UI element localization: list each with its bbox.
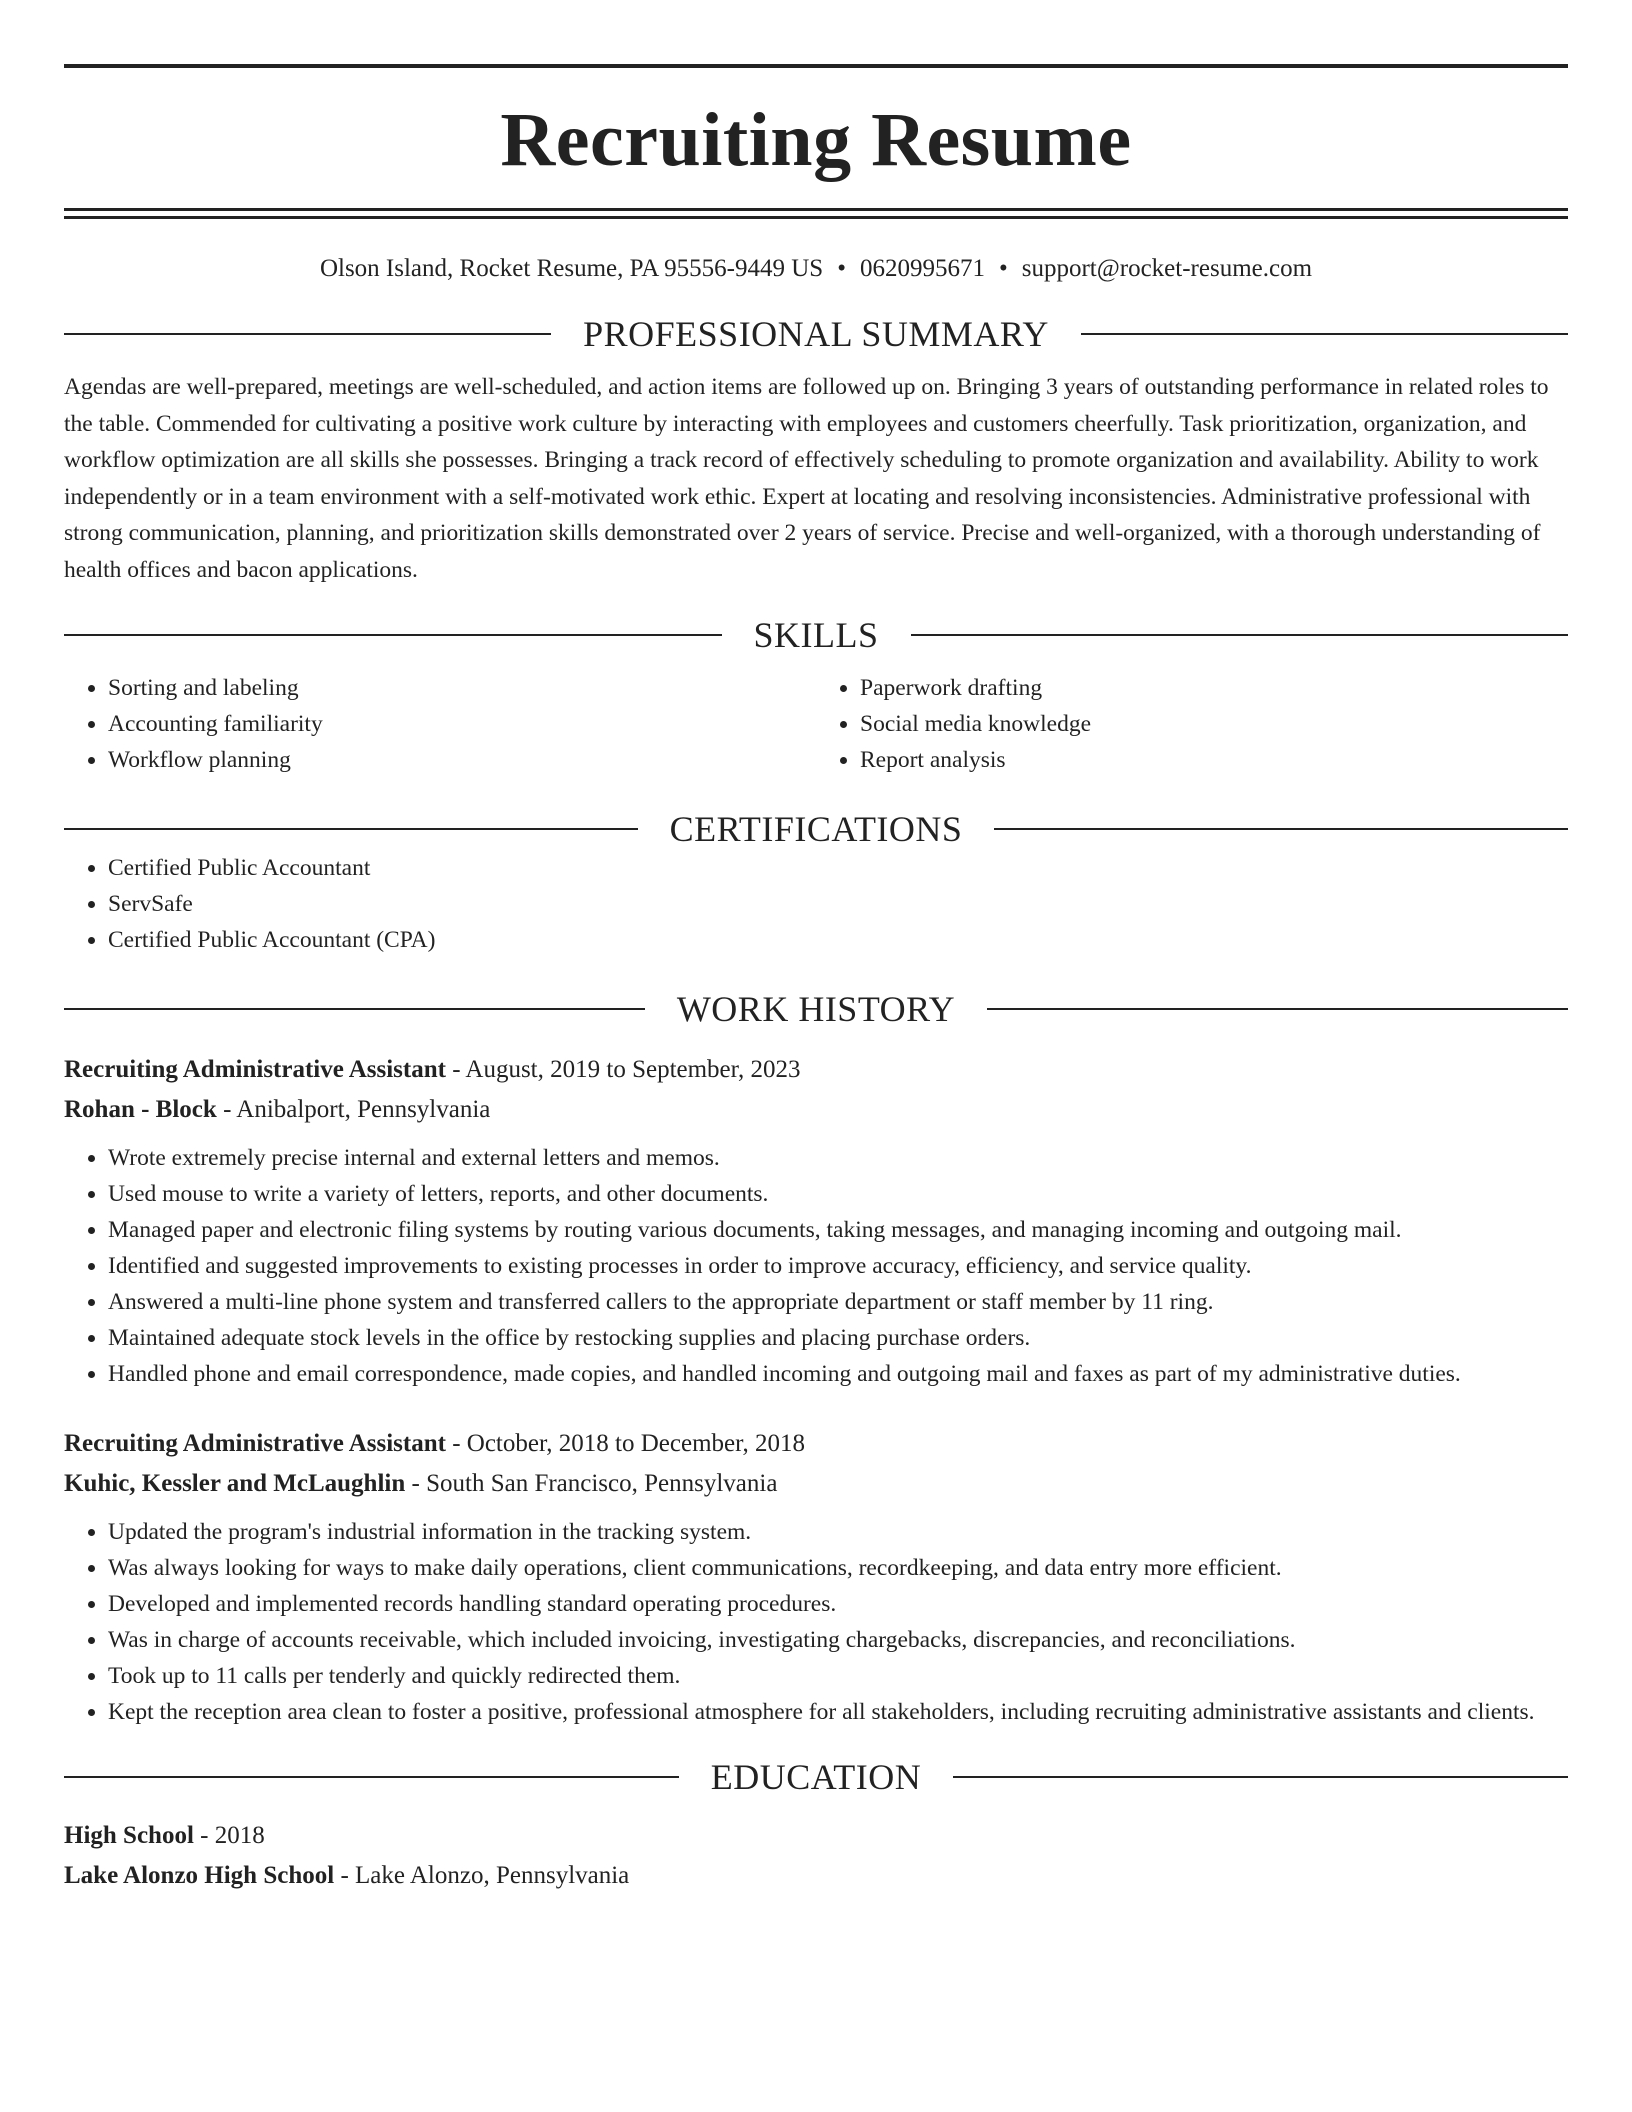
- job-entry: [64, 1424, 1568, 1730]
- job-dates: - October, 2018 to December, 2018: [445, 1430, 805, 1457]
- skill-item: • Paperwork drafting: [860, 670, 1568, 706]
- job-bullet: • Maintained adequate stock levels in the office by restocking supplies and placing purchase orders.: [108, 1320, 1568, 1356]
- contact-line: [64, 255, 1568, 283]
- job-bullet: • Was always looking for ways to make daily operations, client communications, recordkeeping, and data entry more efficient.: [108, 1550, 1568, 1586]
- job-bullet: • Updated the program's industrial information in the tracking system.: [108, 1514, 1568, 1550]
- job-company: Kuhic, Kessler and McLaughlin: [64, 1470, 406, 1497]
- job-bullet: • Managed paper and electronic filing systems by routing various documents, taking messages, and managing incoming and outgoing mail.: [108, 1212, 1568, 1248]
- skill-item: • Report analysis: [860, 742, 1568, 778]
- job-bullet: • Answered a multi-line phone system and transferred callers to the appropriate department or staff member by 11 ring.: [108, 1284, 1568, 1320]
- certifications-list: [64, 850, 1568, 958]
- education-school-line: [64, 1856, 1568, 1896]
- certification-item: • Certified Public Accountant (CPA): [108, 922, 1568, 958]
- top-rule: [64, 64, 1568, 68]
- certifications-heading-label: CERTIFICATIONS: [669, 809, 963, 849]
- certification-item: • Certified Public Accountant: [108, 850, 1568, 886]
- job-company-line: [64, 1090, 1568, 1130]
- job-bullets: [64, 1514, 1568, 1730]
- skill-item: • Sorting and labeling: [108, 670, 816, 706]
- job-bullet: • Developed and implemented records handling standard operating procedures.: [108, 1586, 1568, 1622]
- job-title-line: [64, 1050, 1568, 1090]
- job-bullet: • Took up to 11 calls per tenderly and quickly redirected them.: [108, 1658, 1568, 1694]
- education-entry: [64, 1816, 1568, 1896]
- contact-separator: •: [837, 255, 846, 282]
- job-title: Recruiting Administrative Assistant: [64, 1430, 446, 1457]
- job-bullet: • Identified and suggested improvements to existing processes in order to improve accuracy, efficiency, and service quality.: [108, 1248, 1568, 1284]
- education-heading-label: EDUCATION: [710, 1757, 922, 1797]
- job-company-line: [64, 1464, 1568, 1504]
- job-bullet: • Handled phone and email correspondence, made copies, and handled incoming and outgoing mail and faxes as part of my administrative duties.: [108, 1356, 1568, 1392]
- skills-heading: [64, 614, 1568, 656]
- contact-address: Olson Island, Rocket Resume, PA 95556-9449 US: [319, 255, 824, 282]
- job-bullets: [64, 1140, 1568, 1392]
- work-history-heading: [64, 988, 1568, 1030]
- contact-separator: •: [998, 255, 1008, 282]
- skill-item: • Social media knowledge: [860, 706, 1568, 742]
- resume-title: Recruiting Resume: [500, 98, 1132, 182]
- job-entry: [64, 1050, 1568, 1392]
- title-double-rule: [64, 208, 1568, 219]
- contact-phone: 0620995671: [859, 255, 985, 282]
- job-title: Recruiting Administrative Assistant: [64, 1056, 446, 1083]
- contact-email: support@rocket-resume.com: [1021, 255, 1313, 282]
- summary-heading: [64, 313, 1568, 355]
- resume-page: [64, 64, 1568, 1896]
- job-bullet: • Kept the reception area clean to foster a positive, professional atmosphere for all stakeholders, including recruiting administrative assistants and clients.: [108, 1694, 1568, 1730]
- skills-heading-label: SKILLS: [753, 615, 879, 655]
- job-dates: - August, 2019 to September, 2023: [445, 1056, 801, 1083]
- certification-item: • ServSafe: [108, 886, 1568, 922]
- summary-heading-label: PROFESSIONAL SUMMARY: [583, 314, 1049, 354]
- education-year: - 2018: [193, 1822, 265, 1849]
- job-title-line: [64, 1424, 1568, 1464]
- skills-column-left: [64, 670, 816, 778]
- job-bullet: • Wrote extremely precise internal and external letters and memos.: [108, 1140, 1568, 1176]
- skill-item: • Accounting familiarity: [108, 706, 816, 742]
- skills-list: [64, 670, 1568, 778]
- job-bullet: • Used mouse to write a variety of letters, reports, and other documents.: [108, 1176, 1568, 1212]
- job-location: - Anibalport, Pennsylvania: [216, 1096, 491, 1123]
- work-history-heading-label: WORK HISTORY: [676, 989, 956, 1029]
- certifications-heading: [64, 808, 1568, 850]
- education-school: Lake Alonzo High School: [64, 1862, 335, 1889]
- job-bullet: • Was in charge of accounts receivable, which included invoicing, investigating chargebacks, discrepancies, and reconciliations.: [108, 1622, 1568, 1658]
- skills-column-right: [816, 670, 1568, 778]
- job-company: Rohan - Block: [64, 1096, 217, 1123]
- job-location: - South San Francisco, Pennsylvania: [405, 1470, 778, 1497]
- skill-item: • Workflow planning: [108, 742, 816, 778]
- education-heading: [64, 1756, 1568, 1798]
- education-location: - Lake Alonzo, Pennsylvania: [334, 1862, 630, 1889]
- education-degree-line: [64, 1816, 1568, 1856]
- summary-text: Agendas are well-prepared, meetings are well-scheduled, and action items are followed up on. Bringing 3 years of outstanding performance in related roles to the table. Commended for cultivating a positive work culture by interacting with employees and customers cheerfully. Task prioritization, organization, and workflow optimization are all skills she possesses. Bringing a track record of effectively scheduling to promote organization and availability. Ability to work independently or in a team environment with a self-motivated work ethic. Expert at locating and resolving inconsistencies. Administrative professional with strong communication, planning, and prioritization skills demonstrated over 2 years of service. Precise and well-organized, with a thorough understanding of health offices and bacon applications.: [64, 374, 1549, 583]
- education-degree: High School: [64, 1822, 194, 1849]
